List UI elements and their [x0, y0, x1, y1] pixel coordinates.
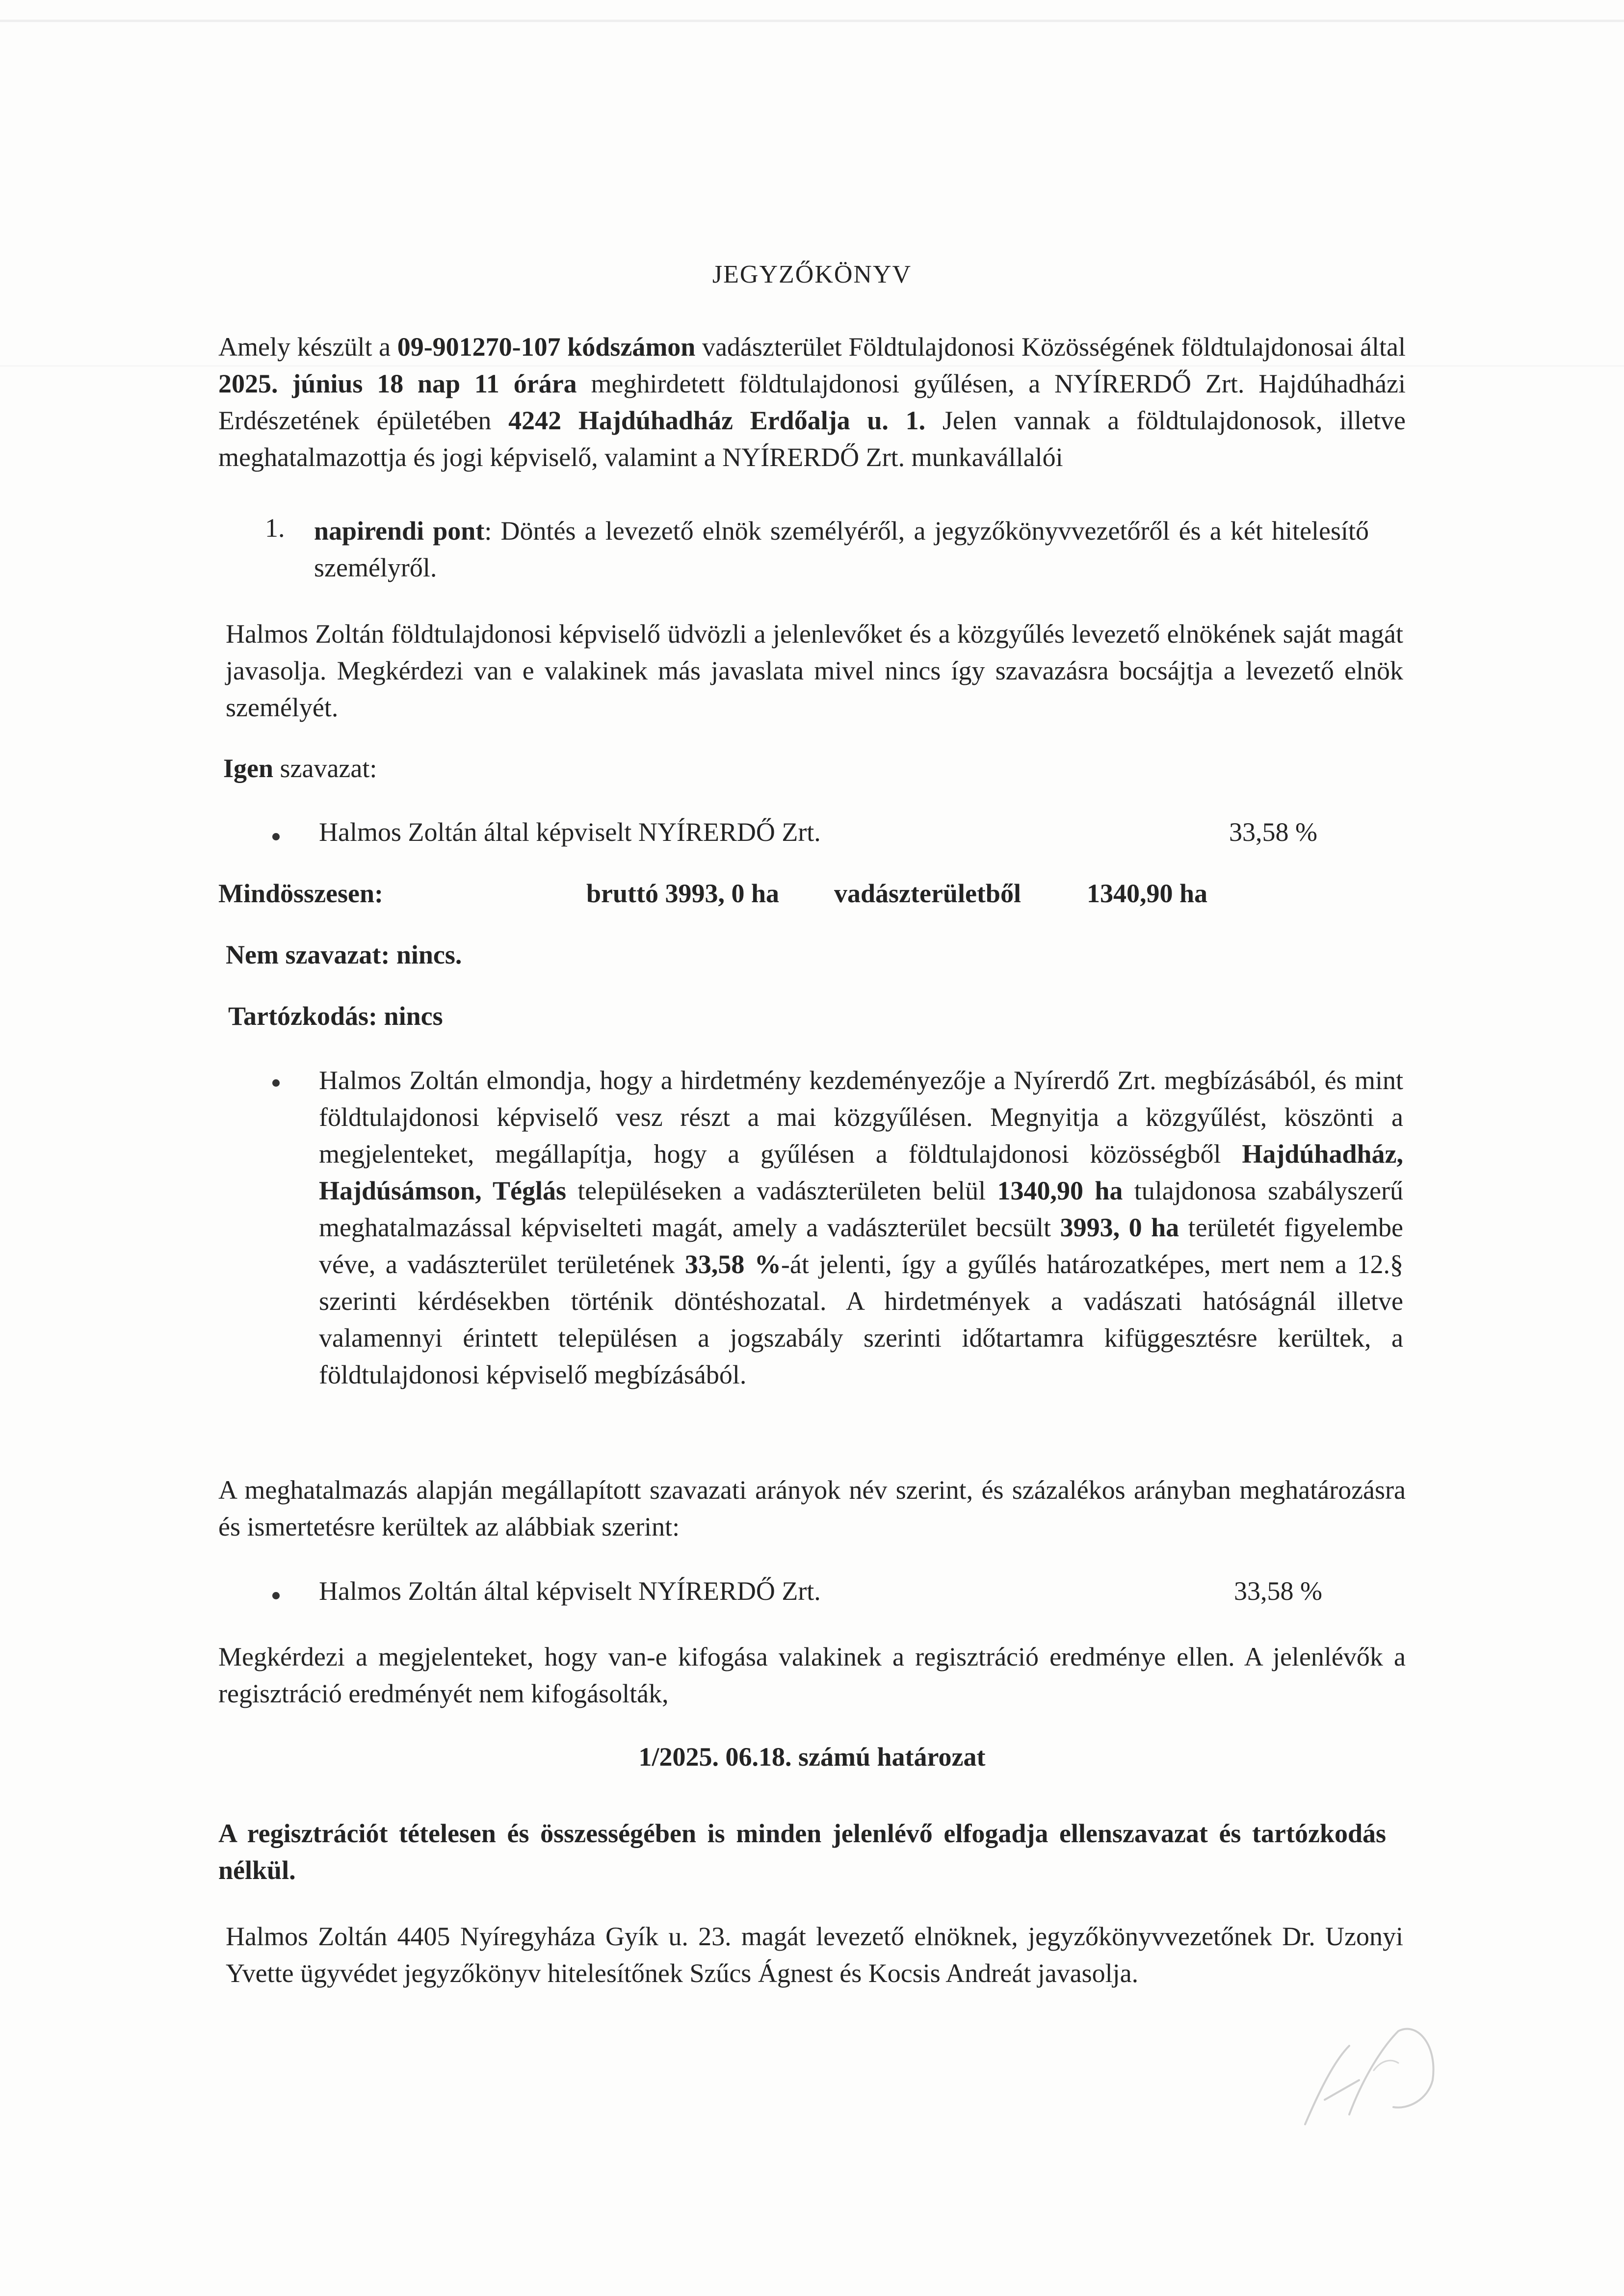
bullet1-text: Halmos Zoltán által képviselt NYÍRERDŐ Zrt. [319, 817, 821, 847]
agenda-label: napirendi pont [314, 516, 485, 546]
quorum-area: 3993, 0 ha [1060, 1213, 1179, 1242]
registration-paragraph: Megkérdezi a megjelenteket, hogy van-e kifogása valakinek a regisztráció eredménye ellen. A jelenlévők a regisztráció eredményét nem kifogásolták, [218, 1642, 1406, 1708]
total-label: Mindösszesen: [218, 879, 383, 908]
agenda-text: : Döntés a levezető elnök személyéről, a jegyzőkönyvvezetőről és a két hitelesítő személyről. [314, 516, 1369, 582]
vote-yes-heading [223, 753, 377, 783]
signature-icon [1276, 2002, 1462, 2149]
vote-no: Nem szavazat: nincs. [226, 940, 462, 969]
bullet-icon [272, 833, 280, 840]
vote-yes-bold: Igen [223, 754, 274, 783]
total-ha: 1340,90 ha [1087, 879, 1208, 908]
bullet-icon [272, 1079, 280, 1087]
vote-yes-rest: szavazat: [273, 754, 377, 783]
resolution-text: A regisztrációt tételesen és összességében is minden jelenlévő elfogadja ellenszavazat és tartózkodás nélkül. [218, 1819, 1386, 1885]
total-from: vadászterületből [834, 879, 1021, 908]
quorum-text-4: területét figyelembe véve, a vadászterület területének [319, 1213, 1403, 1279]
intro-date: 2025. június 18 nap 11 órára [218, 369, 577, 398]
bullet-icon [272, 1592, 280, 1599]
scan-edge-line [0, 20, 1624, 22]
total-gross: bruttó 3993, 0 ha [586, 879, 780, 908]
resolution-title: 1/2025. 06.18. számú határozat [638, 1742, 986, 1772]
quorum-pct: 33,58 % [684, 1250, 781, 1279]
document-title: JEGYZŐKÖNYV [712, 261, 912, 288]
intro-text-4: Jelen vannak a földtulajdonosok, illetve meghatalmazottja és jogi képviselő, valamint a NYÍRERDŐ Zrt. munkavállalói [218, 406, 1406, 472]
intro-paragraph [218, 329, 1406, 476]
welcome-paragraph: Halmos Zoltán földtulajdonosi képviselő üdvözli a jelenlevőket és a közgyűlés levezető elnökének saját magát javasolja. Megkérdezi van e valakinek más javaslata mivel nincs így szavazásra bocsájtja a levezető elnök személyét. [226, 619, 1403, 722]
bullet3-text: Halmos Zoltán által képviselt NYÍRERDŐ Zrt. [319, 1576, 821, 1606]
quorum-places: Hajdúhadház, Hajdúsámson, Téglás [319, 1139, 1403, 1205]
proxy-paragraph: A meghatalmazás alapján megállapított szavazati arányok név szerint, és százalékos arányban meghatározásra és ismertetésre kerültek az alábbiak szerint: [218, 1475, 1406, 1541]
bullet1-percent: 33,58 % [1229, 817, 1317, 847]
quorum-paragraph [319, 1062, 1403, 1393]
quorum-text-5: -át jelenti, így a gyűlés határozatképes, mert nem a 12.§ szerinti kérdésekben történik döntéshozatal. A hirdetmények a vadászati hatóságnál illetve valamennyi érintett településen a jogszabály szerinti időtartamra kifüggesztésre kerültek, a földtulajdonosi képviselő megbízásából. [319, 1250, 1403, 1389]
quorum-text-1: Halmos Zoltán elmondja, hogy a hirdetmény kezdeményezője a Nyírerdő Zrt. megbízásából, és mint földtulajdonosi képviselő vesz részt a mai közgyűlésen. Megnyitja a közgyűlést, köszönti a megjelenteket, megállapítja, hogy a gyűlésen a földtulajdonosi közösségből [319, 1066, 1403, 1169]
agenda-item [314, 513, 1369, 586]
intro-address: 4242 Hajdúhadház Erdőalja u. 1. [508, 406, 926, 435]
agenda-number: 1. [265, 513, 285, 543]
bullet3-percent: 33,58 % [1234, 1576, 1322, 1606]
intro-code: 09-901270-107 kódszámon [397, 332, 696, 362]
intro-text-1: Amely készült a [218, 332, 397, 362]
intro-text-3: meghirdetett földtulajdonosi gyűlésen, a NYÍRERDŐ Zrt. Hajdúhadházi Erdészetének épületében [218, 369, 1406, 435]
nomination-paragraph: Halmos Zoltán 4405 Nyíregyháza Gyík u. 23. magát levezető elnöknek, jegyzőkönyvvezetőnek Dr. Uzonyi Yvette ügyvédet jegyzőkönyv hitelesítőnek Szűcs Ágnest és Kocsis Andreát javasolja. [226, 1922, 1403, 1988]
abstain: Tartózkodás: nincs [228, 1001, 443, 1031]
quorum-text-3: tulajdonosa szabályszerű meghatalmazással képviselteti magát, amely a vadászterület becsült [319, 1176, 1403, 1242]
quorum-text-2: településeken a vadászterületen belül [566, 1176, 997, 1205]
quorum-ha: 1340,90 ha [997, 1176, 1123, 1205]
intro-text-2: vadászterület Földtulajdonosi Közösségének földtulajdonosai által [695, 332, 1406, 362]
